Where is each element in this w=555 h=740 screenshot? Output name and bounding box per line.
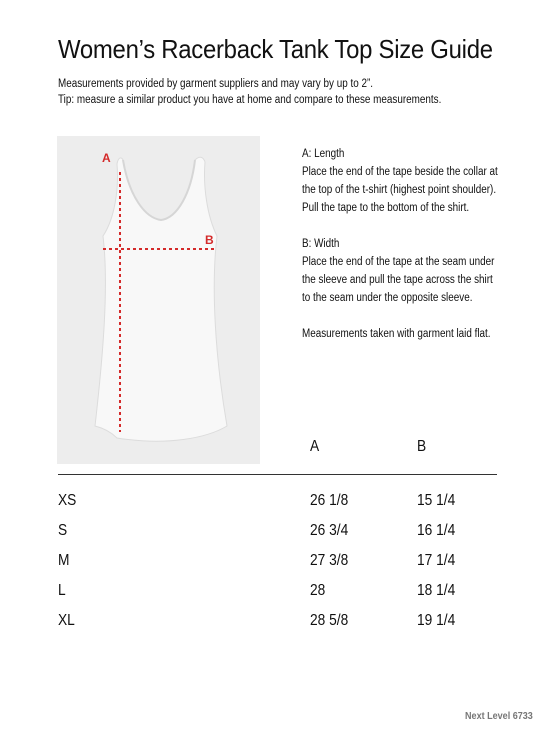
width-heading: B: Width: [302, 238, 340, 250]
length-heading: A: Length: [302, 148, 345, 160]
label-b: B: [205, 233, 214, 247]
width-line: to the seam under the opposite sleeve.: [302, 292, 473, 304]
column-header-b: B: [417, 438, 427, 455]
tank-top-shape: [95, 157, 227, 441]
table-row: [0, 552, 555, 582]
column-header-a: A: [310, 438, 320, 455]
length-cell: 26 3/4: [310, 522, 349, 539]
length-line: Place the end of the tape beside the collar at: [302, 166, 498, 178]
measurement-instructions: [302, 145, 498, 343]
tip-line: Tip: measure a similar product you have at home and compare to these measurements.: [58, 94, 442, 106]
width-line: the sleeve and pull the tape across the shirt: [302, 274, 493, 286]
width-line: Place the end of the tape at the seam under: [302, 256, 495, 268]
width-cell: 18 1/4: [417, 582, 456, 599]
size-cell: XL: [58, 612, 75, 629]
table-divider: [58, 474, 497, 475]
width-cell: 17 1/4: [417, 552, 456, 569]
length-line: the top of the t-shirt (highest point shoulder).: [302, 184, 497, 196]
table-row: [0, 612, 555, 642]
size-cell: M: [58, 552, 70, 569]
tank-top-illustration: [57, 136, 260, 464]
tank-top-diagram: [57, 136, 260, 464]
size-cell: L: [58, 582, 66, 599]
width-cell: 19 1/4: [417, 612, 456, 629]
table-row: [0, 582, 555, 612]
length-cell: 26 1/8: [310, 492, 349, 509]
width-cell: 15 1/4: [417, 492, 456, 509]
table-row: [0, 492, 555, 522]
size-cell: S: [58, 522, 68, 539]
length-cell: 28: [310, 582, 326, 599]
length-line: Pull the tape to the bottom of the shirt.: [302, 202, 470, 214]
page-title: Women’s Racerback Tank Top Size Guide: [58, 34, 493, 64]
flat-note: Measurements taken with garment laid flat.: [302, 328, 491, 340]
label-a: A: [102, 151, 111, 165]
table-row: [0, 522, 555, 552]
product-model-label: Next Level 6733: [465, 710, 533, 722]
width-cell: 16 1/4: [417, 522, 456, 539]
size-cell: XS: [58, 492, 77, 509]
intro-text: [58, 76, 441, 108]
length-cell: 27 3/8: [310, 552, 349, 569]
length-cell: 28 5/8: [310, 612, 349, 629]
disclaimer-line: Measurements provided by garment suppliers and may vary by up to 2”.: [58, 78, 373, 90]
